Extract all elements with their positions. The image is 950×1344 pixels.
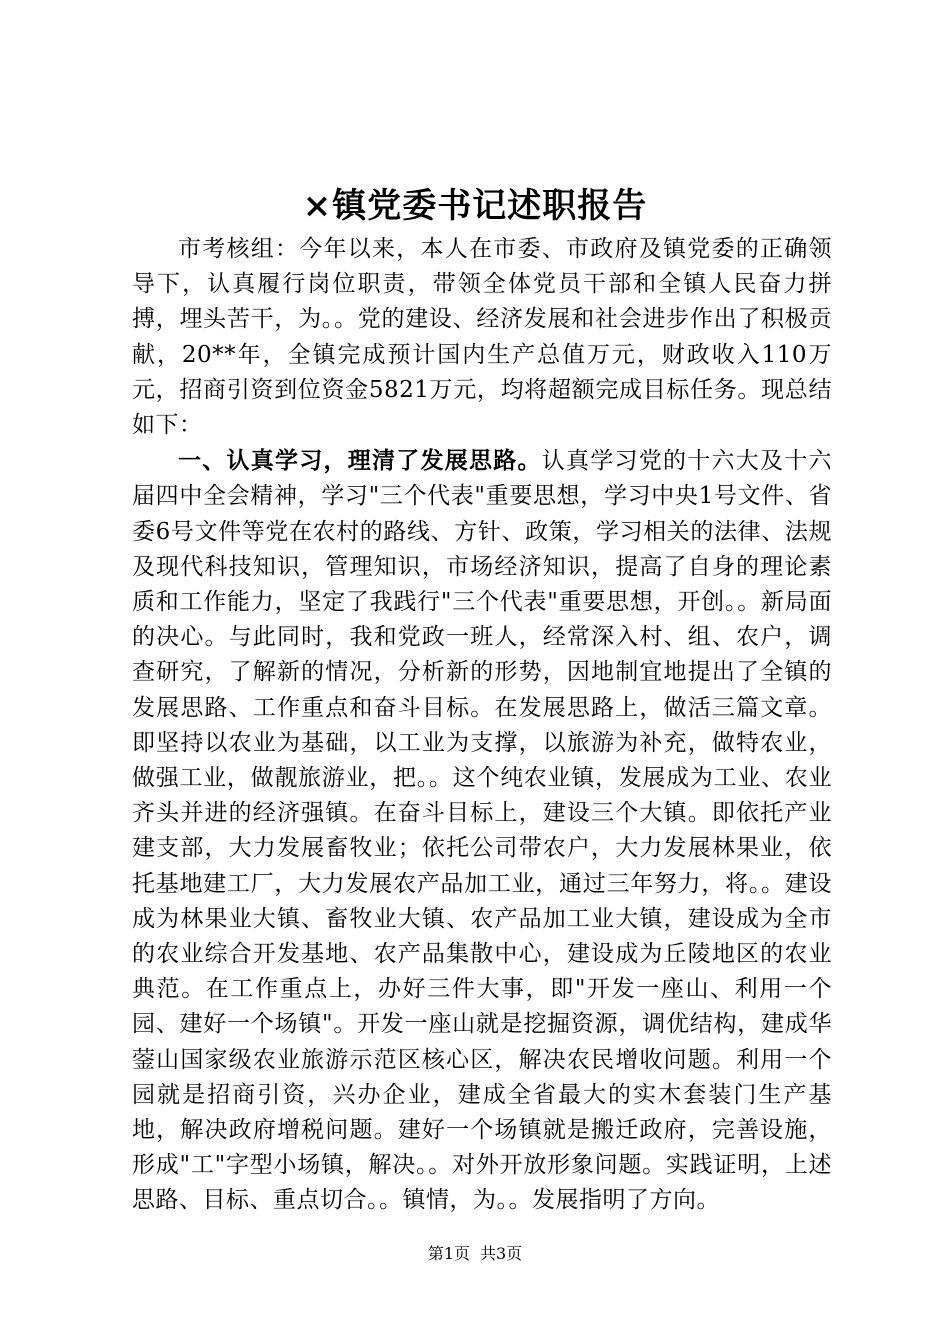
page-total: 共3页 <box>480 1244 523 1263</box>
section-1-heading: 一、认真学习，理清了发展思路。 <box>178 447 542 475</box>
intro-paragraph: 市考核组：今年以来，本人在市委、市政府及镇党委的正确领导下，认真履行岗位职责，带领全体党员干部和全镇人民奋力拼搏，埋头苦干，为。。党的建设、经济发展和社会进步作出了积极贡献，20**年，全镇完成预计国内生产总值万元，财政收入110万元，招商引资到位资金5821万元，均将超额完成目标任务。现总结如下： <box>132 236 832 439</box>
section-1-body: 认真学习党的十六大及十六届四中全会精神，学习"三个代表"重要思想，学习中央1号文件、省委6号文件等党在农村的路线、方针、政策，学习相关的法律、法规及现代科技知识，管理知识，市场经济知识，提高了自身的理论素质和工作能力，坚定了我践行"三个代表"重要思想，开创。。新局面的决心。与此同时，我和党政一班人，经常深入村、组、农户，调查研究，了解新的情况，分析新的形势，因地制宜地提出了全镇的发展思路、工作重点和奋斗目标。在发展思路上，做活三篇文章。即坚持以农业为基础，以工业为支撑，以旅游为补充，做特农业，做强工业，做靓旅游业，把。。这个纯农业镇，发展成为工业、农业齐头并进的经济强镇。在奋斗目标上，建设三个大镇。即依托产业建支部，大力发展畜牧业；依托公司带农户，大力发展林果业，依托基地建工厂，大力发展农产品加工业，通过三年努力，将。。建设成为林果业大镇、畜牧业大镇、农产品加工业大镇，建设成为全市的农业综合开发基地、农产品集散中心，建设成为丘陵地区的农业典范。在工作重点上，办好三件大事，即"开发一座山、利用一个园、建好一个场镇"。开发一座山就是挖掘资源，调优结构，建成华蓥山国家级农业旅游示范区核心区，解决农民增收问题。利用一个园就是招商引资，兴办企业，建成全省最大的实木套装门生产基地，解决政府增税问题。建好一个场镇就是搬迁政府，完善设施，形成"工"字型小场镇，解决。。对外开放形象问题。实践证明，上述思路、目标、重点切合。。镇情，为。。发展指明了方向。 <box>132 448 832 1214</box>
document-title: ×镇党委书记述职报告 <box>302 186 648 226</box>
page-number: 第1页 <box>427 1244 470 1263</box>
document-body <box>132 232 832 1219</box>
page-footer <box>0 1242 950 1266</box>
section-1-paragraph <box>132 443 832 1218</box>
